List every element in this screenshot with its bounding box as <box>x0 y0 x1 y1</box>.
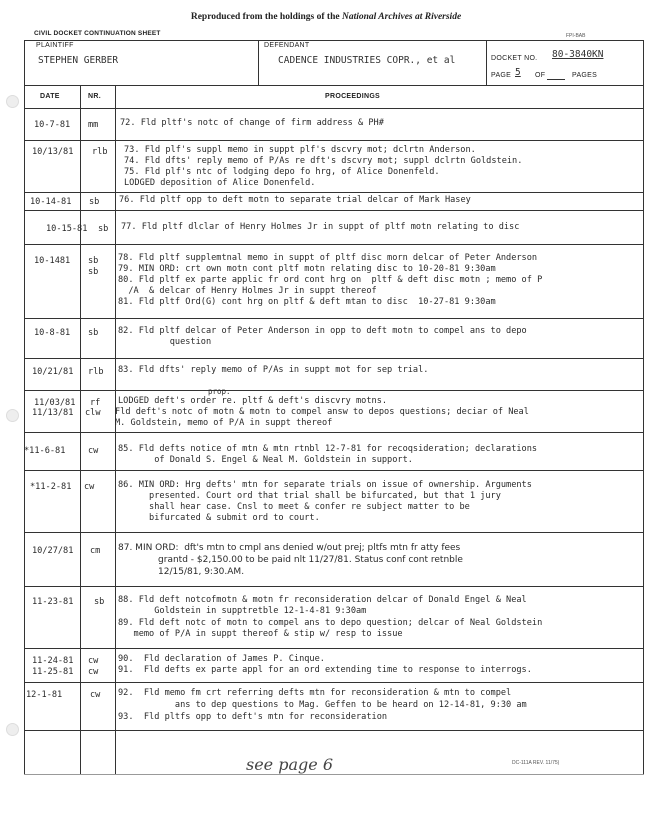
row-separator <box>24 390 644 391</box>
form-top-code: FPI-BAB <box>566 33 586 39</box>
entry-nr-2: sb <box>88 267 99 277</box>
entry-date: 10/13/81 <box>32 147 74 157</box>
entry-text: LODGED deposition of Alice Donenfeld. <box>124 178 316 188</box>
entry-text: 82. Fld pltf delcar of Peter Anderson in opp to deft motn to compel ans to depo <box>118 326 527 336</box>
entry-text: 83. Fld dfts' reply memo of P/As in suppt mot for sep trial. <box>118 365 429 375</box>
entry-date: 10/27/81 <box>32 546 74 556</box>
entry-text: bifurcated & submit ord to court. <box>118 513 320 523</box>
entry-text: 74. Fld dfts' reply memo of P/As re dft's dscvry mot; suppl dclrtn Goldstein. <box>124 156 523 166</box>
pages-label: PAGES <box>572 72 598 79</box>
entry-text: question <box>118 337 212 347</box>
header-divider-2 <box>486 40 487 85</box>
entry-date: 11/03/81 <box>34 398 76 408</box>
entry-date: 11-24-81 <box>32 656 74 666</box>
punch-hole-bottom <box>6 723 19 736</box>
entry-nr: cw <box>90 690 101 700</box>
entry-text: 72. Fld pltf's notc of change of firm address & PH# <box>120 118 384 128</box>
handwritten-see-page-6: see page 6 <box>246 755 333 774</box>
punch-hole-top <box>6 95 19 108</box>
entry-text: shall hear case. Cnsl to meet & confer re subject matter to be <box>118 502 470 512</box>
row-separator <box>24 432 644 433</box>
banner-text: Reproduced from the holdings of the <box>190 12 342 22</box>
defendant-name: CADENCE INDUSTRIES COPR., et al <box>278 55 456 66</box>
entry-text: 87. MIN ORD: dft's mtn to cmpl ans denied w/out prej; pltfs mtn fr atty fees <box>118 543 461 553</box>
entry-text: Fld deft's notc of motn & motn to compel answ to depos questions; deciar of Neal <box>115 407 529 417</box>
entry-date: 12-1-81 <box>26 690 63 700</box>
entry-nr: sb <box>98 224 109 234</box>
entry-date: 10-15-81 <box>46 224 88 234</box>
archive-banner <box>0 12 652 22</box>
punch-hole-middle <box>6 409 19 422</box>
entry-date: 11-23-81 <box>32 597 74 607</box>
column-header-bottom-line <box>24 108 644 109</box>
entry-text: 92. Fld memo fm crt referring defts mtn for reconsideration & mtn to compel <box>118 688 512 698</box>
entry-nr: sb <box>88 256 99 266</box>
entry-nr: rlb <box>88 367 104 377</box>
row-separator <box>24 318 644 319</box>
entry-date: 10-1481 <box>34 256 71 266</box>
entry-date-2: 11-25-81 <box>32 667 74 677</box>
row-separator <box>24 648 644 649</box>
entry-text: Goldstein in supptretble 12-1-4-81 9:30am <box>118 606 367 616</box>
row-separator <box>24 192 644 193</box>
row-separator <box>24 210 644 211</box>
entry-text: 93. Fld pltfs opp to deft's mtn for reconsideration <box>118 712 388 722</box>
entry-date: 10-8-81 <box>34 328 71 338</box>
header-top-line <box>24 40 644 41</box>
row-separator <box>24 532 644 533</box>
column-header-proceedings: PROCEEDINGS <box>325 93 381 100</box>
banner-archive-name: National Archives at Riverside <box>341 12 462 22</box>
entry-text: M. Goldstein, memo of P/A in suppt thereof <box>115 418 333 428</box>
of-label: OF <box>535 72 546 79</box>
row-separator <box>24 244 644 245</box>
row-separator <box>24 470 644 471</box>
entry-nr: sb <box>89 197 100 207</box>
entry-nr: cw <box>88 656 99 666</box>
entry-nr-2: clw <box>85 408 101 418</box>
entry-date: *11-6-81 <box>24 446 66 456</box>
entry-text: 86. MIN ORD: Hrg defts' mtn for separate trials on issue of ownership. Arguments <box>118 480 532 490</box>
entry-text: 90. Fld declaration of James P. Cinque. <box>118 654 325 664</box>
prop-annotation: prop. <box>208 387 231 396</box>
row-separator <box>24 682 644 683</box>
column-header-nr: NR. <box>88 93 101 100</box>
sheet-title: CIVIL DOCKET CONTINUATION SHEET <box>34 30 161 37</box>
right-border <box>643 40 644 774</box>
row-separator <box>24 730 644 731</box>
page-number: 5 <box>515 67 521 78</box>
table-bottom-line <box>24 774 644 775</box>
entry-nr: cw <box>88 446 99 456</box>
entry-text: 85. Fld defts notice of mtn & mtn rtnbl 12-7-81 for recoqsideration; declarations <box>118 444 538 454</box>
page-total-blank <box>547 79 565 80</box>
plaintiff-label: PLAINTIFF <box>36 42 74 49</box>
entry-text: 79. MIN ORD: crt own motn cont pltf motn relating disc to 10-20-81 9:30am <box>118 264 496 274</box>
entry-date: 10/21/81 <box>32 367 74 377</box>
row-separator <box>24 358 644 359</box>
column-header-date: DATE <box>40 93 60 100</box>
entry-text: /A & delcar of Henry Holmes Jr in suppt thereof <box>118 286 377 296</box>
entry-nr-2: cw <box>88 667 99 677</box>
entry-text: of Donald S. Engel & Neal M. Goldstein in support. <box>118 455 413 465</box>
entry-nr: cw <box>84 482 95 492</box>
entry-text: 88. Fld deft notcofmotn & motn fr reconsideration delcar of Donald Engel & Neal <box>118 595 527 605</box>
entry-text: 73. Fld plf's suppl memo in suppt plf's dscvry mot; dclrtn Anderson. <box>124 145 476 155</box>
entry-date-2: 11/13/81 <box>32 408 74 418</box>
form-code: DC-111A REV. 11/75) <box>512 760 560 766</box>
entry-nr: sb <box>88 328 99 338</box>
defendant-label: DEFENDANT <box>264 42 310 49</box>
entry-date: 10-14-81 <box>30 197 72 207</box>
plaintiff-name: STEPHEN GERBER <box>38 55 119 66</box>
entry-nr: rlb <box>92 147 108 157</box>
column-divider-nr <box>115 85 116 774</box>
page-label: PAGE <box>491 72 512 79</box>
entry-text: 78. Fld pltf supplemtnal memo in suppt of pltf disc morn delcar of Peter Anderson <box>118 253 538 263</box>
entry-text: LODGED deft's order re. pltf & deft's discvry motns. <box>118 396 388 406</box>
entry-text: 89. Fld deft notc of motn to compel ans to depo question; delcar of Neal Goldstein <box>118 618 543 628</box>
entry-text: 76. Fld pltf opp to deft motn to separate trial delcar of Mark Hasey <box>119 195 471 205</box>
entry-nr: mm <box>88 120 99 130</box>
entry-text: memo of P/A in suppt thereof & stip w/ resp to issue <box>118 629 403 639</box>
entry-text: grantd - $2,150.00 to be paid nlt 11/27/81. Status conf cont retnble <box>118 555 463 565</box>
entry-text: presented. Court ord that trial shall be bifurcated, but that 1 jury <box>118 491 501 501</box>
entry-text: 81. Fld pltf Ord(G) cont hrg on pltf & deft mtan to disc 10-27-81 9:30am <box>118 297 496 307</box>
docket-label: DOCKET NO. <box>491 55 538 62</box>
entry-text: 12/15/81, 9:30.AM. <box>118 567 245 577</box>
column-divider-date <box>80 85 81 774</box>
entry-text: 91. Fld defts ex parte appl for an ord extending time to response to interrogs. <box>118 665 532 675</box>
header-bottom-line <box>24 85 644 86</box>
row-separator <box>24 586 644 587</box>
header-divider-1 <box>258 40 259 85</box>
entry-text: 75. Fld plf's ntc of lodging depo fo hrg, of Alice Donenfeld. <box>124 167 440 177</box>
entry-nr: cm <box>90 546 101 556</box>
entry-nr: rf <box>90 398 101 408</box>
entry-text: 80. Fld pltf ex parte applic fr ord cont hrg on pltf & deft disc motn ; memo of P <box>118 275 543 285</box>
entry-date: *11-2-81 <box>30 482 72 492</box>
entry-text: 77. Fld pltf dlclar of Henry Holmes Jr in suppt of pltf motn relating to disc <box>121 222 520 232</box>
left-border <box>24 40 25 774</box>
entry-date: 10-7-81 <box>34 120 71 130</box>
row-separator <box>24 140 644 141</box>
docket-number: 80-3840KN <box>552 49 604 60</box>
entry-text: ans to dep questions to Mag. Geffen to be heard on 12-14-81, 9:30 am <box>118 700 527 710</box>
entry-nr: sb <box>94 597 105 607</box>
